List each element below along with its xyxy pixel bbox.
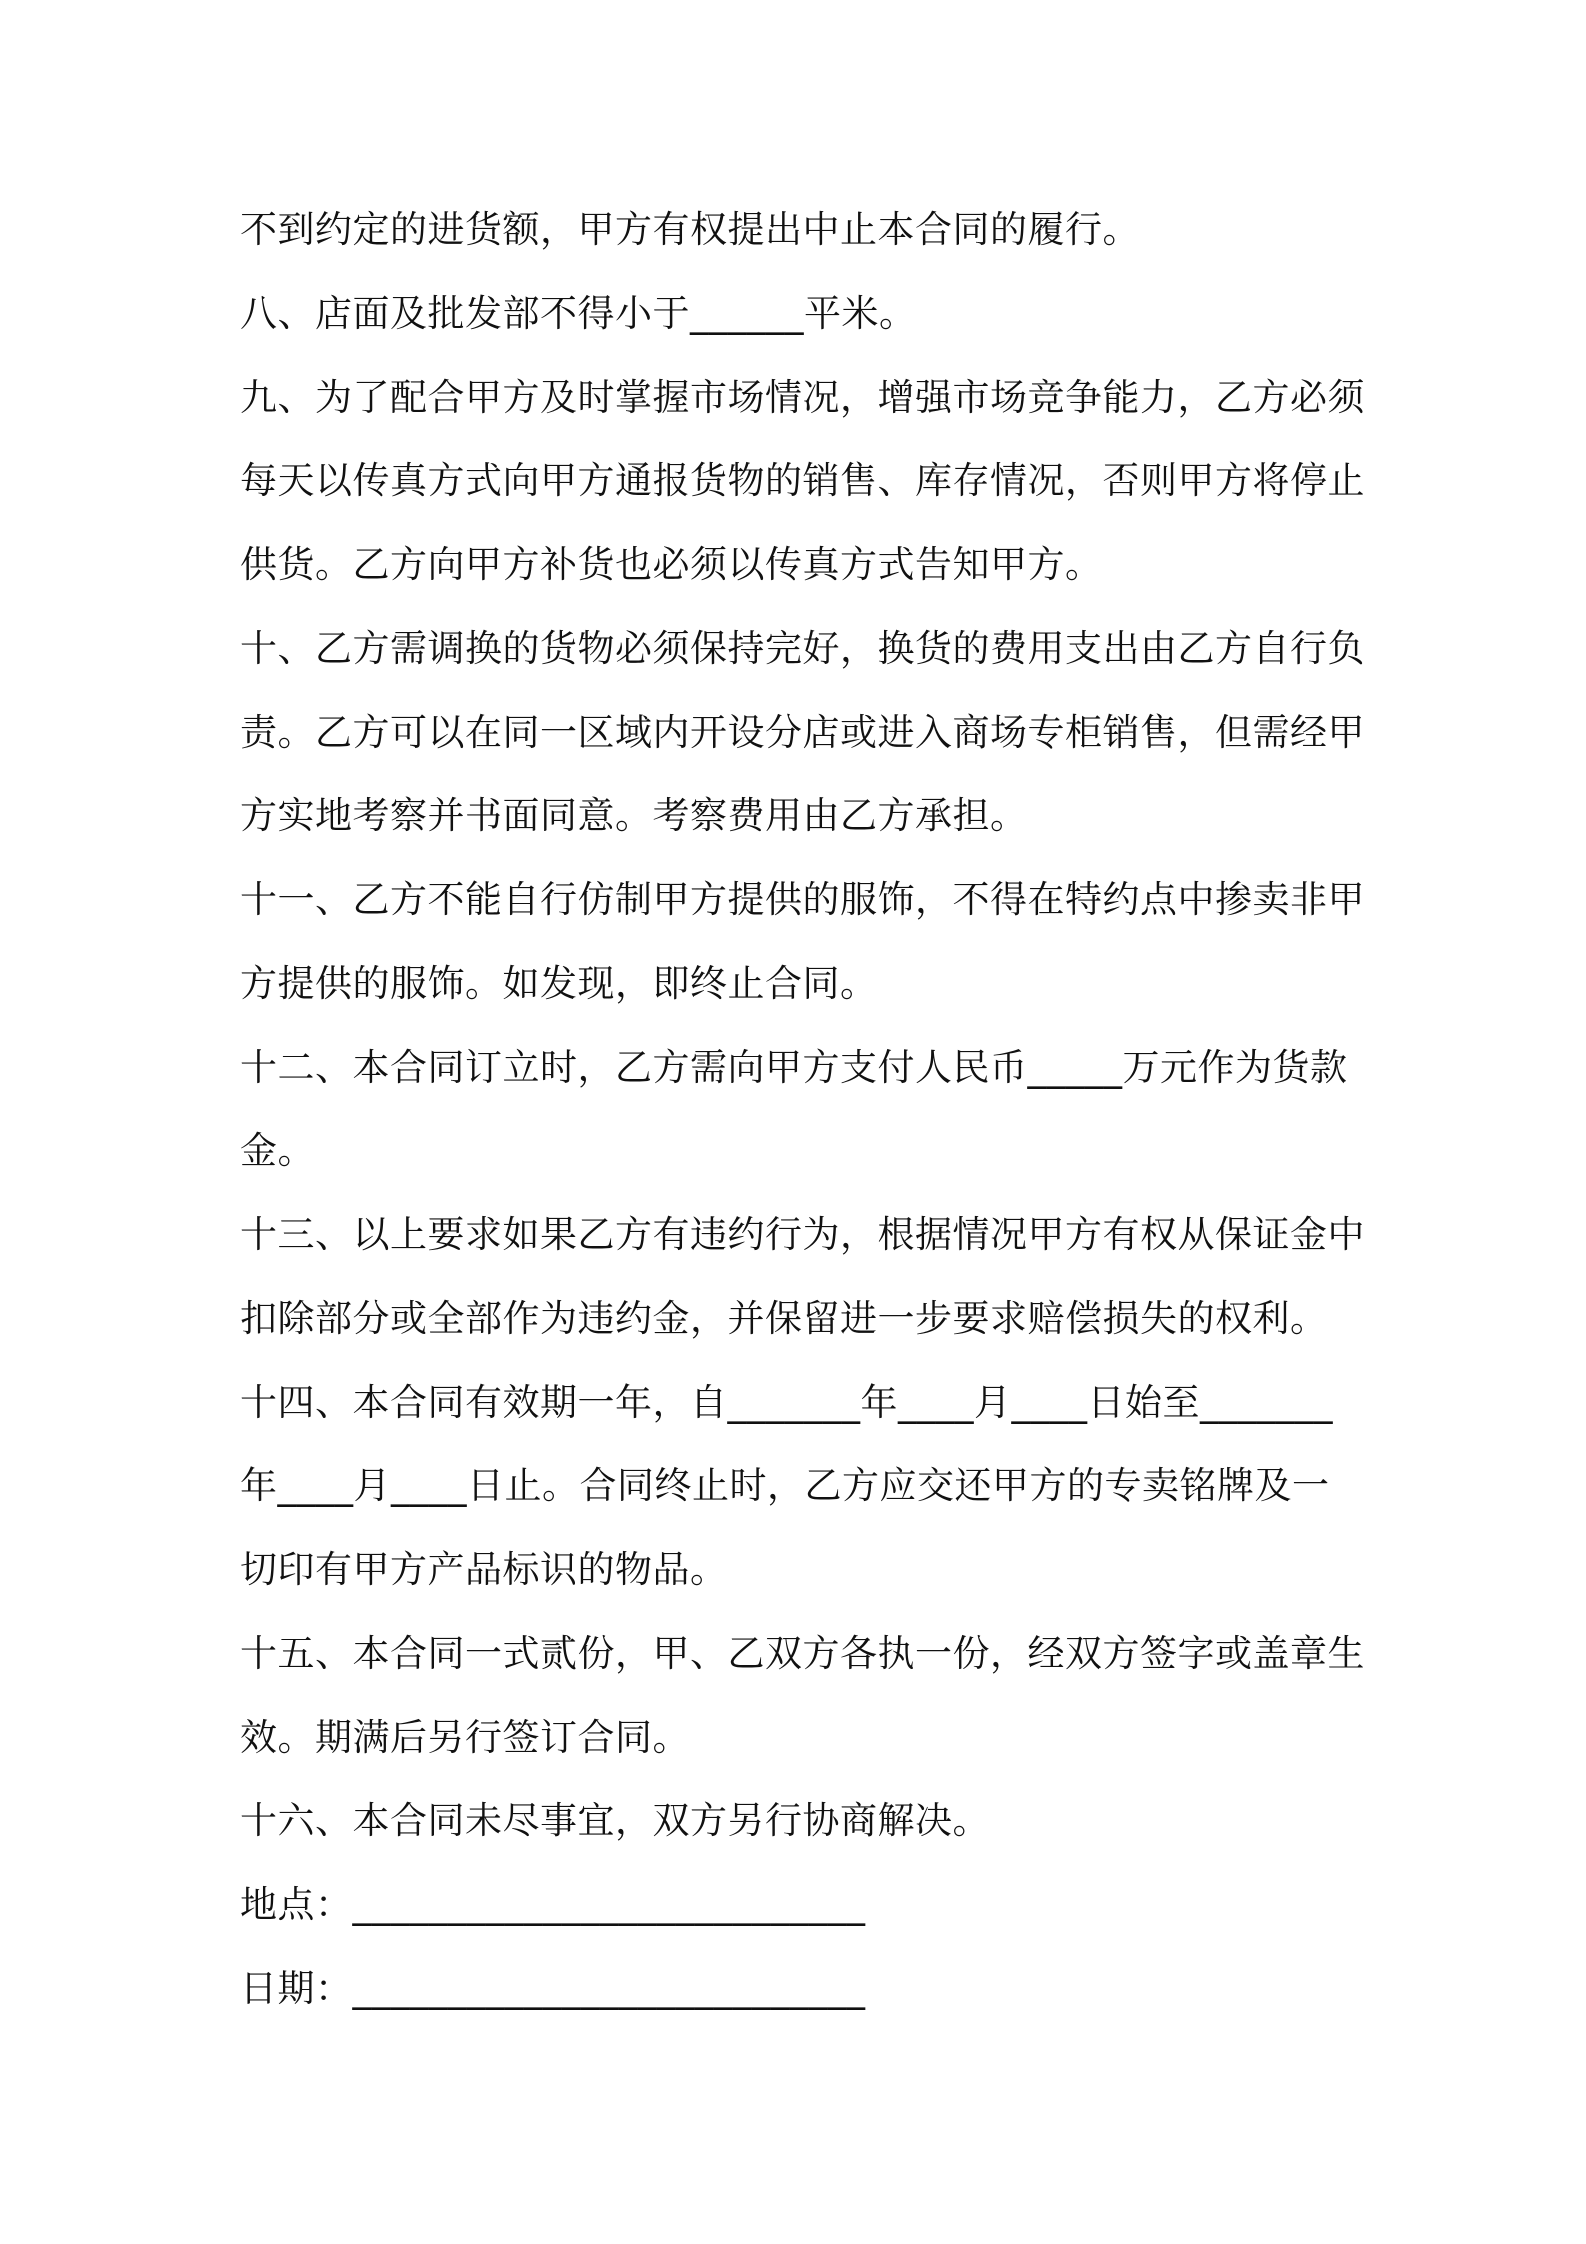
clause-8: 八、店面及批发部不得小于______平米。 — [240, 292, 917, 335]
date-field: 日期：___________________________ — [240, 1967, 866, 2010]
clause-10-line-2: 责。乙方可以在同一区域内开设分店或进入商场专柜销售，但需经甲 — [240, 711, 1365, 754]
clause-10-line-3: 方实地考察并书面同意。考察费用由乙方承担。 — [240, 794, 1028, 837]
clause-13-line-1: 十三、以上要求如果乙方有违约行为，根据情况甲方有权从保证金中 — [240, 1213, 1365, 1256]
location-field: 地点：___________________________ — [240, 1883, 866, 1926]
clause-12-line-2: 金。 — [240, 1129, 315, 1172]
clause-16: 十六、本合同未尽事宜，双方另行协商解决。 — [240, 1799, 990, 1842]
clause-11-line-2: 方提供的服饰。如发现，即终止合同。 — [240, 962, 878, 1005]
clause-14-line-3: 切印有甲方产品标识的物品。 — [240, 1548, 728, 1591]
clause-11-line-1: 十一、乙方不能自行仿制甲方提供的服饰，不得在特约点中掺卖非甲 — [240, 878, 1365, 921]
clause-14-line-2: 年____月____日止。合同终止时，乙方应交还甲方的专卖铭牌及一 — [240, 1464, 1330, 1507]
clause-9-line-2: 每天以传真方式向甲方通报货物的销售、库存情况，否则甲方将停止 — [240, 459, 1365, 502]
clause-9-line-1: 九、为了配合甲方及时掌握市场情况，增强市场竞争能力，乙方必须 — [240, 376, 1365, 419]
clause-12-line-1: 十二、本合同订立时，乙方需向甲方支付人民币_____万元作为货款 — [240, 1046, 1348, 1089]
clause-14-line-1: 十四、本合同有效期一年，自_______年____月____日始至_______ — [240, 1381, 1333, 1424]
clause-13-line-2: 扣除部分或全部作为违约金，并保留进一步要求赔偿损失的权利。 — [240, 1297, 1328, 1340]
text-line: 不到约定的进货额，甲方有权提出中止本合同的履行。 — [240, 208, 1140, 251]
clause-9-line-3: 供货。乙方向甲方补货也必须以传真方式告知甲方。 — [240, 543, 1103, 586]
clause-10-line-1: 十、乙方需调换的货物必须保持完好，换货的费用支出由乙方自行负 — [240, 627, 1365, 670]
clause-15-line-2: 效。期满后另行签订合同。 — [240, 1716, 690, 1759]
clause-15-line-1: 十五、本合同一式贰份，甲、乙双方各执一份，经双方签字或盖章生 — [240, 1632, 1365, 1675]
